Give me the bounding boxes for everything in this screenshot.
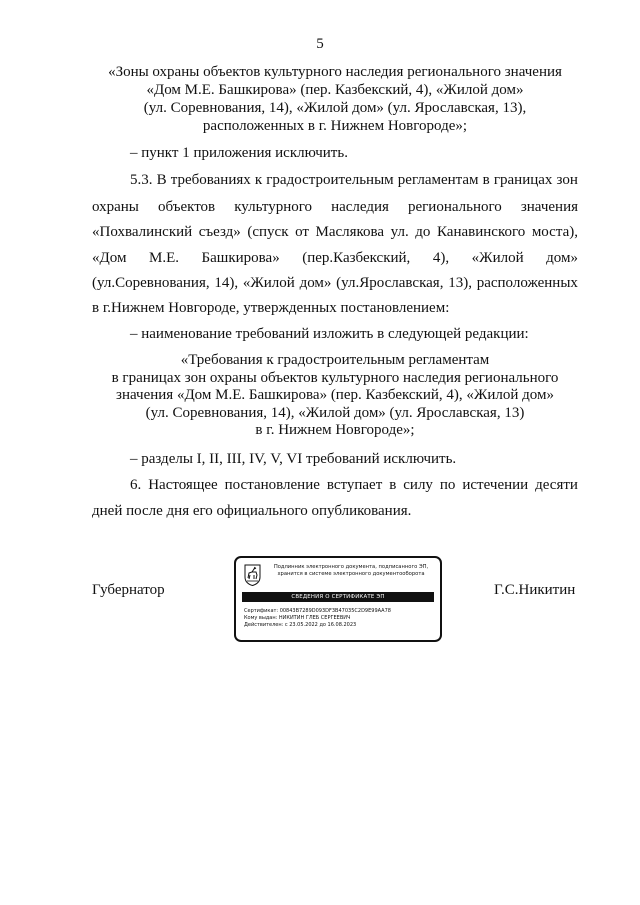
section-5-3-line-text: «Дом М.Е. Башкирова» (пер.Казбекский, 4), «Жилой дом» [92, 250, 578, 266]
stamp-issued-to: Кому выдан: НИКИТИН ГЛЕБ СЕРГЕЕВИЧ [244, 615, 351, 621]
quote-line: в г. Нижнем Новгороде»; [255, 422, 415, 438]
section-5-3-line-text: (ул.Соревнования, 14), «Жилой дом» (ул.Ярославская, 13), расположенных [92, 275, 578, 291]
section-6-line [130, 477, 578, 494]
stamp-banner: СВЕДЕНИЯ О СЕРТИФИКАТЕ ЭП [242, 592, 434, 602]
stamp-certificate-number: Сертификат: 00843B7289D093DF3B47035C2D9E99AA78 [244, 608, 391, 614]
signatory-name: Г.С.Никитин [494, 582, 576, 598]
stamp-certificate-details [244, 608, 436, 629]
quote-line: «Требования к градостроительным регламентам [180, 352, 490, 368]
item-exclude-sections: – разделы I, II, III, IV, V, VI требований исключить. [130, 451, 457, 467]
section-5-3-line [92, 250, 578, 267]
section-6-line-text: дней после дня его официального опубликования. [92, 503, 412, 519]
stamp-validity: Действителен: с 23.05.2022 до 16.08.2023 [244, 622, 357, 628]
quote-line: (ул. Соревнования, 14), «Жилой дом» (ул. Ярославская, 13) [145, 404, 525, 421]
title-line: «Зоны охраны объектов культурного наследия регионального значения [108, 64, 562, 80]
item-exclude-point-1: – пункт 1 приложения исключить. [130, 145, 348, 161]
quote-line: значения «Дом М.Е. Башкирова» (пер. Казбекский, 4), «Жилой дом» [116, 387, 554, 403]
section-5-3-line [92, 199, 578, 216]
section-5-3-line-text: охраны объектов культурного наследия регионального значения [92, 199, 578, 215]
section-5-3-line-text: в г.Нижнем Новгороде, утвержденных постановлением: [92, 300, 450, 316]
section-5-3-line [92, 300, 578, 317]
electronic-signature-stamp [234, 556, 442, 642]
title-line: расположенных в г. Нижнем Новгороде»; [202, 118, 468, 134]
quote-line: в границах зон охраны объектов культурного наследия регионального [111, 369, 559, 386]
section-5-3-line-text: «Похвалинский съезд» (спуск от Маслякова ул. до Канавинского моста), [92, 224, 578, 240]
title-block [60, 63, 610, 135]
section-5-3-line [92, 224, 578, 241]
stamp-header-line: хранится в системе электронного документооборота [277, 571, 425, 577]
section-6-line-text: 6. Настоящее постановление вступает в силу по истечении десяти [130, 477, 578, 493]
section-5-3-line [130, 172, 578, 189]
title-line: «Дом М.Е. Башкирова» (пер. Казбекский, 4), «Жилой дом» [146, 82, 524, 98]
title-line: (ул. Соревнования, 14), «Жилой дом» (ул. Ярославская, 13), [143, 100, 527, 116]
section-5-3-line [92, 275, 578, 292]
deer-emblem-icon [244, 564, 261, 586]
section-5-3-line-text: 5.3. В требованиях к градостроительным регламентам в границах зон [130, 172, 578, 188]
item-rename-requirements: – наименование требований изложить в следующей редакции: [130, 326, 529, 342]
quote-block [60, 352, 610, 440]
page-number: 5 [316, 36, 324, 52]
signatory-position: Губернатор [92, 582, 165, 598]
stamp-header-line: Подлинник электронного документа, подписанного ЭП, [273, 564, 429, 570]
section-6-line [92, 503, 578, 520]
stamp-header [266, 564, 436, 578]
